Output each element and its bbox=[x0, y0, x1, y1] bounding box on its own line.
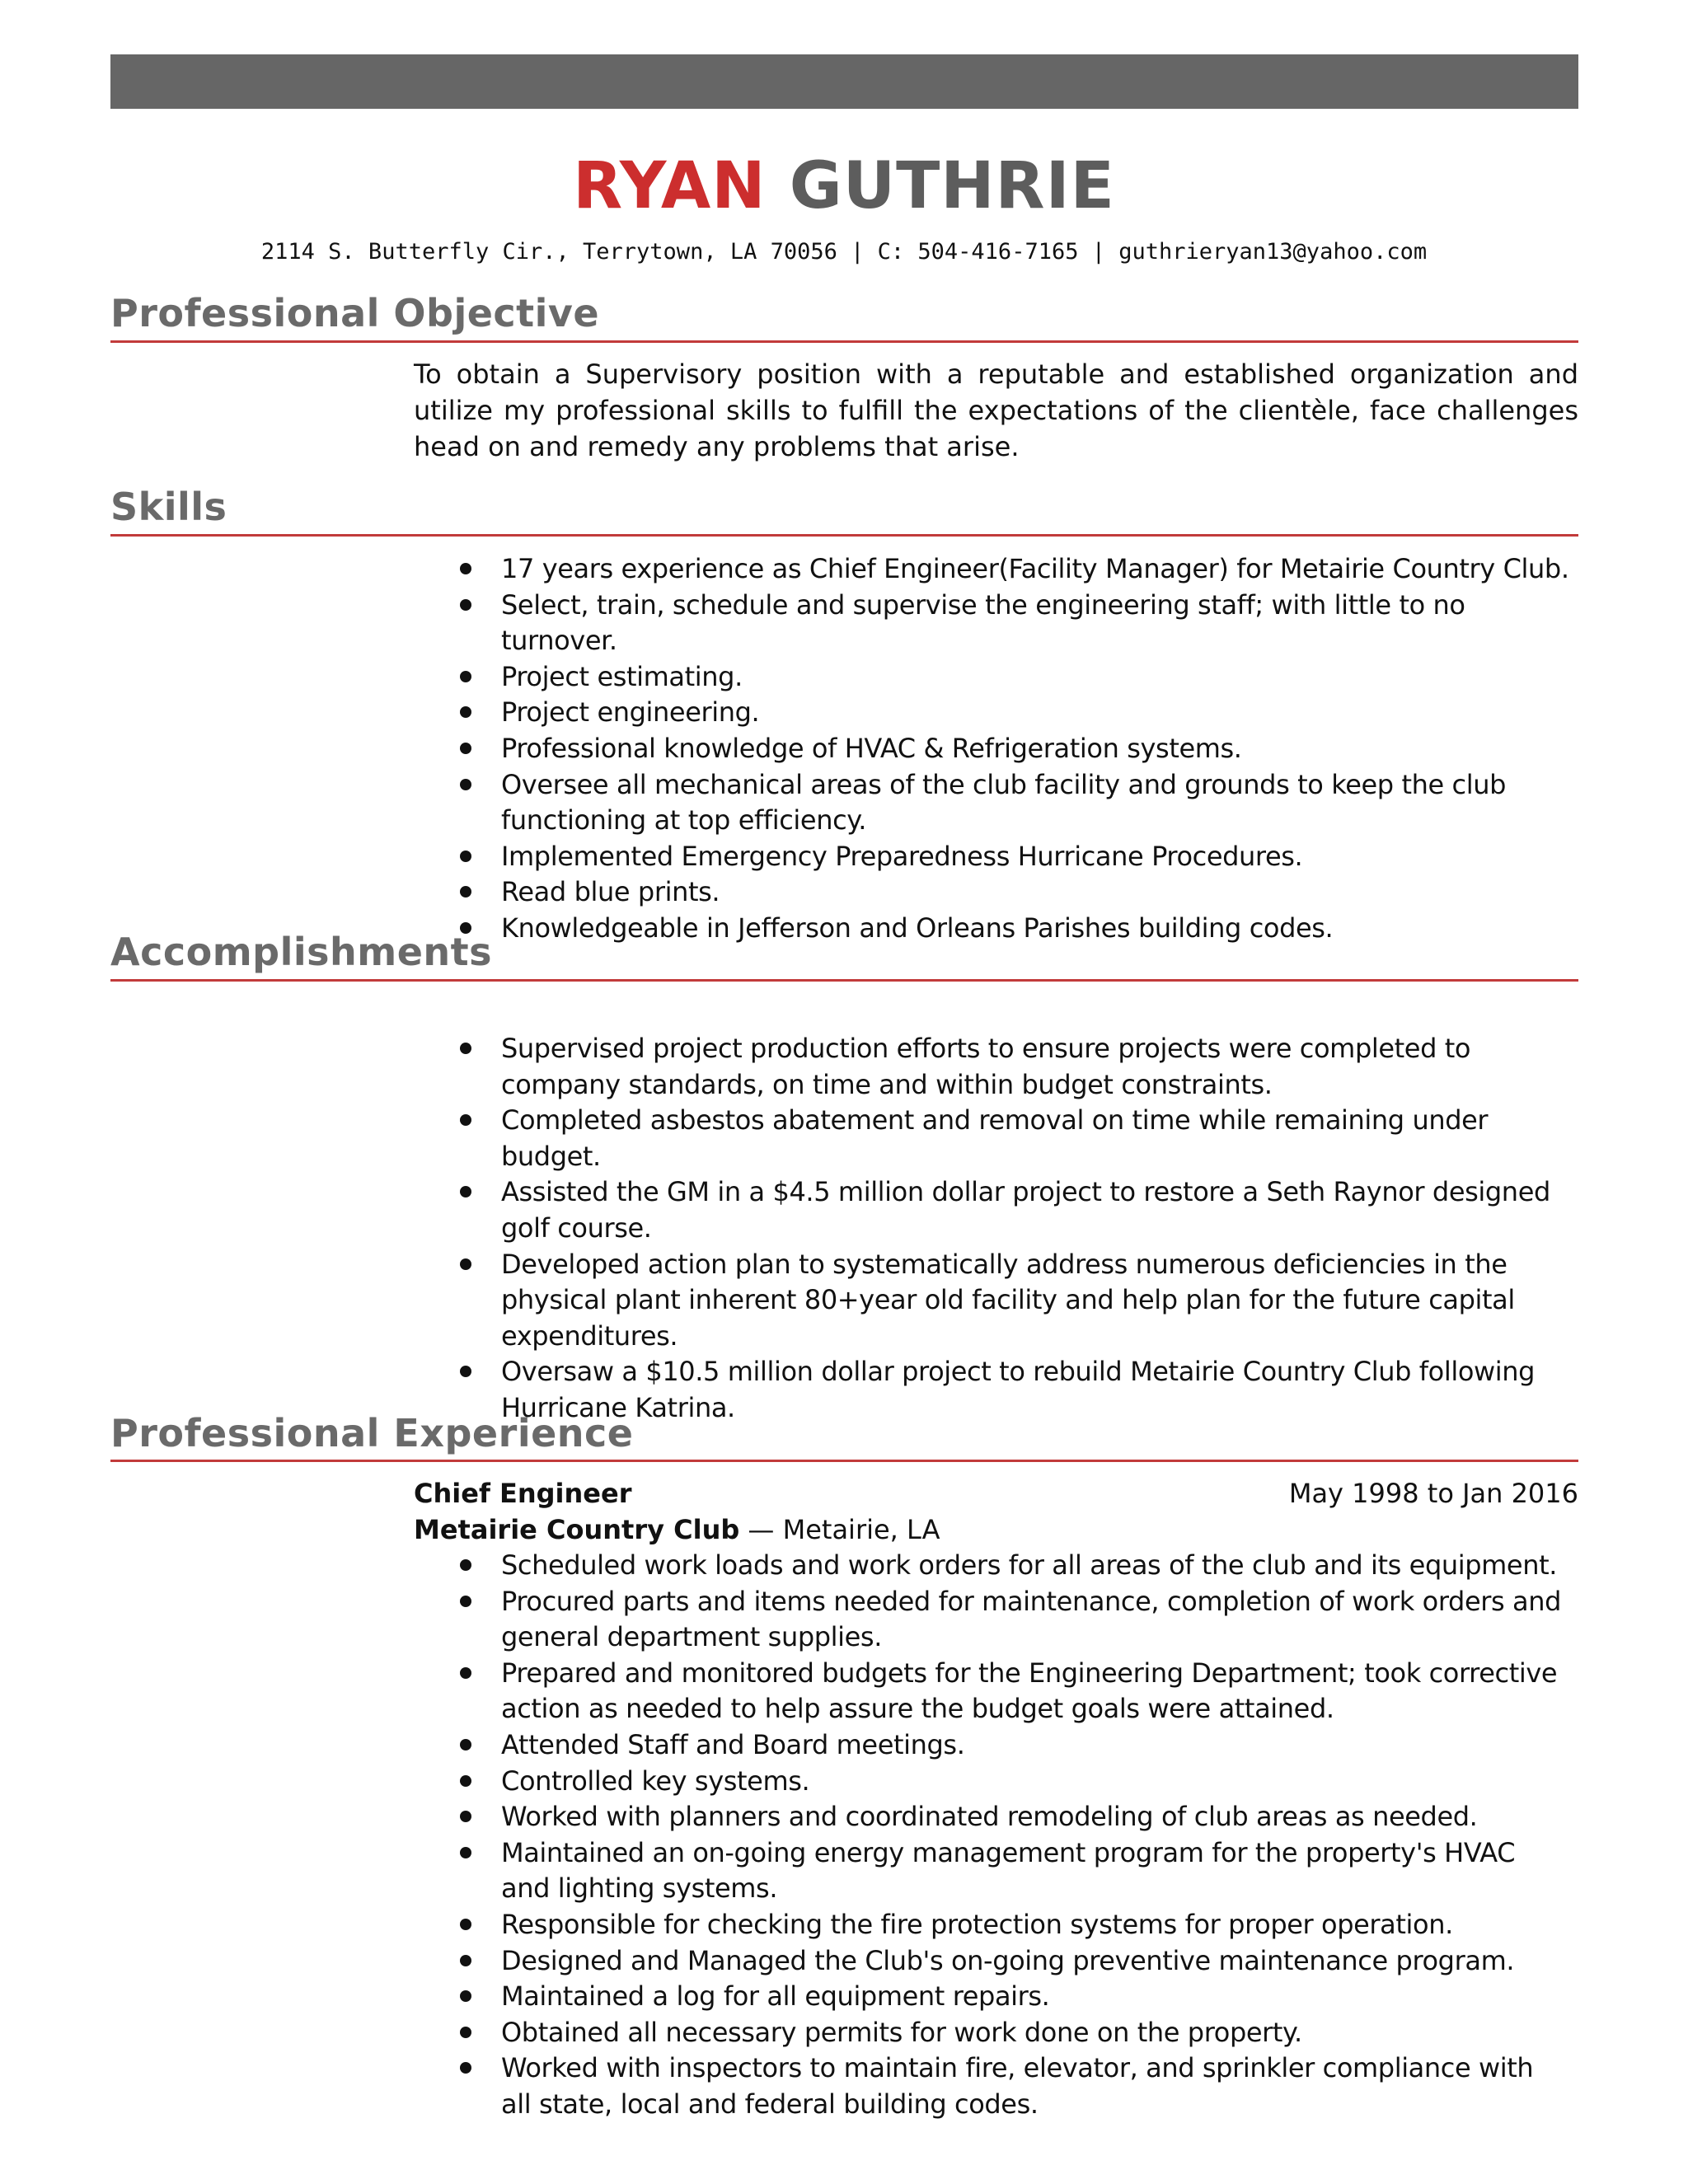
bullet-icon bbox=[460, 1667, 471, 1679]
list-item bbox=[414, 1979, 1578, 2015]
list-item bbox=[414, 588, 1578, 659]
list-item bbox=[414, 1584, 1578, 1656]
list-item-text: Responsible for checking the fire protection systems for proper operation. bbox=[501, 1908, 1453, 1940]
list-item bbox=[414, 1174, 1578, 1246]
list-item-text: Professional knowledge of HVAC & Refrigeration systems. bbox=[501, 732, 1242, 764]
list-item bbox=[414, 731, 1578, 767]
list-item bbox=[414, 695, 1578, 731]
header-bar bbox=[110, 54, 1578, 109]
section-title-skills: Skills bbox=[110, 485, 227, 529]
list-item bbox=[414, 1727, 1578, 1764]
list-item bbox=[414, 2050, 1578, 2122]
list-item bbox=[414, 911, 1578, 947]
list-item-text: Oversee all mechanical areas of the club facility and grounds to keep the club functioning at top efficiency. bbox=[501, 768, 1507, 837]
section-title-objective: Professional Objective bbox=[110, 291, 600, 335]
list-item-text: Prepared and monitored budgets for the Engineering Department; took corrective action as needed to help assure the budget goals were attained. bbox=[501, 1657, 1558, 1725]
list-item-text: Select, train, schedule and supervise the engineering staff; with little to no turnover. bbox=[501, 588, 1465, 657]
bullet-icon bbox=[460, 671, 471, 682]
section-divider bbox=[110, 534, 1578, 537]
list-item-text: Assisted the GM in a $4.5 million dollar project to restore a Seth Raynor designed golf course. bbox=[501, 1176, 1550, 1244]
bullet-icon bbox=[460, 2027, 471, 2038]
section-divider bbox=[110, 340, 1578, 343]
candidate-name bbox=[0, 147, 1688, 226]
bullet-icon bbox=[460, 1559, 471, 1571]
list-item-text: Read blue prints. bbox=[501, 876, 720, 908]
bullet-icon bbox=[460, 1114, 471, 1126]
list-item-text: Maintained an on-going energy management program for the property's HVAC and lighting systems. bbox=[501, 1836, 1516, 1905]
list-item bbox=[414, 767, 1578, 839]
list-item bbox=[414, 1764, 1578, 1800]
job-company: Metairie Country Club bbox=[414, 1514, 740, 1545]
bullet-icon bbox=[460, 743, 471, 754]
accomplishments-list bbox=[414, 1031, 1578, 1427]
list-item bbox=[414, 1247, 1578, 1355]
list-item-text: Supervised project production efforts to ensure projects were completed to company standards, on time and within budget constraints. bbox=[501, 1033, 1471, 1100]
bullet-icon bbox=[460, 563, 471, 574]
bullet-icon bbox=[460, 2062, 471, 2074]
list-item-text: 17 years experience as Chief Engineer(Facility Manager) for Metairie Country Club. bbox=[501, 553, 1569, 584]
list-item bbox=[414, 2015, 1578, 2051]
bullet-icon bbox=[460, 706, 471, 718]
bullet-icon bbox=[460, 1990, 471, 2002]
job-duties-list bbox=[414, 1548, 1578, 2123]
bullet-icon bbox=[460, 886, 471, 898]
job-employer bbox=[414, 1511, 940, 1548]
list-item bbox=[414, 551, 1578, 588]
section-divider bbox=[110, 1460, 1578, 1462]
bullet-icon bbox=[460, 779, 471, 790]
bullet-icon bbox=[460, 1775, 471, 1787]
list-item-text: Developed action plan to systematically address numerous deficiencies in the physical plant inherent 80+year old facility and help plan for the future capital expenditures. bbox=[501, 1248, 1515, 1352]
list-item bbox=[414, 1656, 1578, 1727]
list-item bbox=[414, 1907, 1578, 1943]
list-item-text: Controlled key systems. bbox=[501, 1765, 810, 1797]
list-item bbox=[414, 1548, 1578, 1584]
bullet-icon bbox=[460, 1919, 471, 1930]
list-item bbox=[414, 874, 1578, 911]
section-title-accomplishments: Accomplishments bbox=[110, 930, 493, 974]
list-item-text: Obtained all necessary permits for work done on the property. bbox=[501, 2016, 1302, 2048]
list-item bbox=[414, 839, 1578, 875]
bullet-icon bbox=[460, 1739, 471, 1750]
list-item-text: Implemented Emergency Preparedness Hurricane Procedures. bbox=[501, 840, 1303, 872]
list-item bbox=[414, 1943, 1578, 1980]
bullet-icon bbox=[460, 1811, 471, 1822]
bullet-icon bbox=[460, 851, 471, 862]
bullet-icon bbox=[460, 599, 471, 611]
list-item-text: Completed asbestos abatement and removal on time while remaining under budget. bbox=[501, 1104, 1489, 1172]
list-item-text: Knowledgeable in Jefferson and Orleans Parishes building codes. bbox=[501, 912, 1334, 944]
list-item-text: Designed and Managed the Club's on-going preventive maintenance program. bbox=[501, 1944, 1515, 1976]
section-title-experience: Professional Experience bbox=[110, 1411, 634, 1455]
bullet-icon bbox=[460, 1955, 471, 1966]
employer-separator: — bbox=[739, 1514, 783, 1545]
contact-line: 2114 S. Butterfly Cir., Terrytown, LA 70056 | C: 504-416-7165 | guthrieryan13@yahoo.com bbox=[260, 239, 1428, 265]
bullet-icon bbox=[460, 1186, 471, 1197]
bullet-icon bbox=[460, 1043, 471, 1054]
list-item-text: Worked with planners and coordinated remodeling of club areas as needed. bbox=[501, 1801, 1478, 1833]
objective-text: To obtain a Supervisory position with a reputable and established organization and utilize my professional skills to fulfill the expectations of the clientèle, face challenges head on and remedy any problems that arise. bbox=[414, 359, 1578, 462]
list-item-text: Scheduled work loads and work orders for all areas of the club and its equipment. bbox=[501, 1549, 1558, 1581]
list-item bbox=[414, 1835, 1578, 1907]
bullet-icon bbox=[460, 1596, 471, 1607]
job-location: Metairie, LA bbox=[782, 1514, 940, 1545]
bullet-icon bbox=[460, 1258, 471, 1270]
list-item-text: Procured parts and items needed for maintenance, completion of work orders and general department supplies. bbox=[501, 1585, 1562, 1653]
skills-list bbox=[414, 551, 1578, 947]
list-item-text: Oversaw a $10.5 million dollar project to rebuild Metairie Country Club following Hurricane Katrina. bbox=[501, 1356, 1536, 1423]
bullet-icon bbox=[460, 1847, 471, 1858]
list-item bbox=[414, 1103, 1578, 1174]
section-divider bbox=[110, 979, 1578, 982]
list-item-text: Project estimating. bbox=[501, 660, 743, 692]
list-item bbox=[414, 659, 1578, 696]
list-item bbox=[414, 1799, 1578, 1835]
last-name: GUTHRIE bbox=[789, 149, 1115, 223]
bullet-icon bbox=[460, 1366, 471, 1377]
list-item-text: Project engineering. bbox=[501, 696, 760, 729]
list-item-text: Maintained a log for all equipment repairs. bbox=[501, 1980, 1050, 2013]
job-dates: May 1998 to Jan 2016 bbox=[1288, 1478, 1578, 1509]
job-title: Chief Engineer bbox=[414, 1478, 632, 1509]
list-item-text: Worked with inspectors to maintain fire, elevator, and sprinkler compliance with all state, local and federal building codes. bbox=[501, 2052, 1534, 2120]
first-name: RYAN bbox=[573, 149, 767, 223]
list-item-text: Attended Staff and Board meetings. bbox=[501, 1728, 965, 1760]
list-item bbox=[414, 1031, 1578, 1103]
